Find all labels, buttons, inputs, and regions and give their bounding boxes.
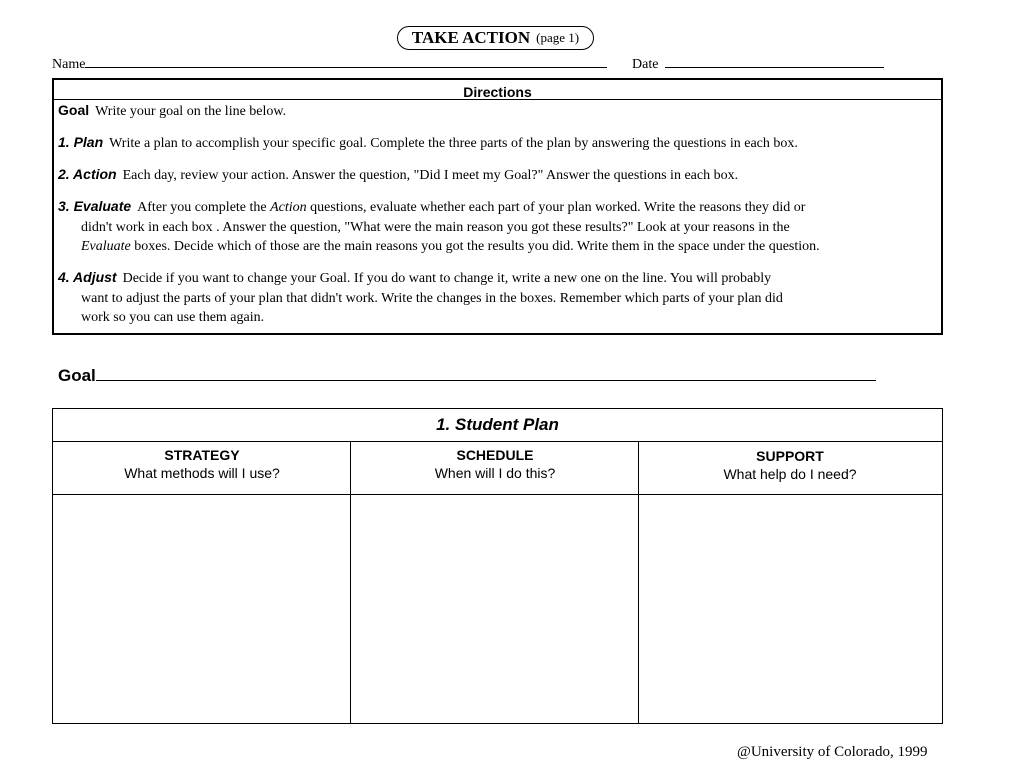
direction-label: Goal <box>58 102 90 118</box>
direction-goal <box>58 101 933 122</box>
date-blank-line[interactable] <box>665 56 884 68</box>
goal-field[interactable] <box>58 366 876 386</box>
direction-text: boxes. Decide which of those are the main reasons you got the results you did. Write them in the space under the question. <box>130 239 820 254</box>
title-text: TAKE ACTION <box>411 28 531 47</box>
plan-columns <box>53 442 942 723</box>
direction-text: Write a plan to accomplish your specific goal. Complete the three parts of the plan by answering the questions in each box. <box>109 136 798 151</box>
student-plan-table <box>52 408 943 724</box>
schedule-header <box>351 442 639 494</box>
direction-evaluate <box>58 197 933 257</box>
direction-text: Each day, review your action. Answer the question, "Did I meet my Goal?" Answer the questions in each box. <box>122 168 739 183</box>
goal-blank-line[interactable] <box>96 367 876 381</box>
page-title <box>397 26 594 50</box>
header-divider <box>53 494 942 495</box>
direction-adjust <box>58 268 933 328</box>
column-heading: STRATEGY <box>164 447 240 463</box>
column-heading: SUPPORT <box>756 448 824 464</box>
direction-text: questions, evaluate whether each part of your plan worked. Write the reasons they did or <box>306 200 806 215</box>
support-header <box>639 442 941 494</box>
column-divider <box>638 442 639 723</box>
date-label: Date <box>632 57 659 72</box>
direction-label: 4. Adjust <box>58 269 117 285</box>
column-heading: SCHEDULE <box>456 447 534 463</box>
support-answer-cell[interactable] <box>640 496 942 723</box>
direction-label: 1. Plan <box>58 134 104 150</box>
goal-label: Goal <box>58 366 96 385</box>
page-number: (page 1) <box>536 30 580 45</box>
schedule-answer-cell[interactable] <box>352 496 638 723</box>
direction-text: work so you can use them again. <box>81 310 265 325</box>
directions-box <box>52 78 943 335</box>
name-field[interactable] <box>52 56 607 73</box>
direction-label: 2. Action <box>58 166 117 182</box>
direction-text: didn't work in each box . Answer the question, "What were the main reason you got these results?" Look at your reasons in the <box>81 219 790 235</box>
direction-text-emphasis: Action <box>270 200 307 215</box>
direction-text: Write your goal on the line below. <box>95 104 287 119</box>
plan-title: 1. Student Plan <box>53 409 942 442</box>
direction-text-line <box>58 237 933 257</box>
strategy-header <box>53 442 351 494</box>
direction-label: 3. Evaluate <box>58 198 132 214</box>
direction-action <box>58 165 933 186</box>
direction-plan <box>58 133 933 154</box>
strategy-answer-cell[interactable] <box>53 496 350 723</box>
name-label: Name <box>52 57 86 72</box>
column-question: What help do I need? <box>723 466 857 482</box>
directions-heading: Directions <box>54 80 941 100</box>
direction-text: After you complete the <box>137 200 271 215</box>
copyright-text: @University of Colorado, 1999 <box>737 744 928 760</box>
column-question: What methods will I use? <box>124 465 280 481</box>
direction-text-emphasis: Evaluate <box>81 239 131 254</box>
direction-text: want to adjust the parts of your plan that didn't work. Write the changes in the boxes. Remember which parts of your plan did <box>81 290 783 306</box>
column-divider <box>350 442 351 723</box>
column-question: When will I do this? <box>434 465 556 481</box>
date-field[interactable] <box>632 56 884 73</box>
direction-text: Decide if you want to change your Goal. If you do want to change it, write a new one on the line. You will probably <box>122 271 772 286</box>
name-blank-line[interactable] <box>85 56 607 68</box>
